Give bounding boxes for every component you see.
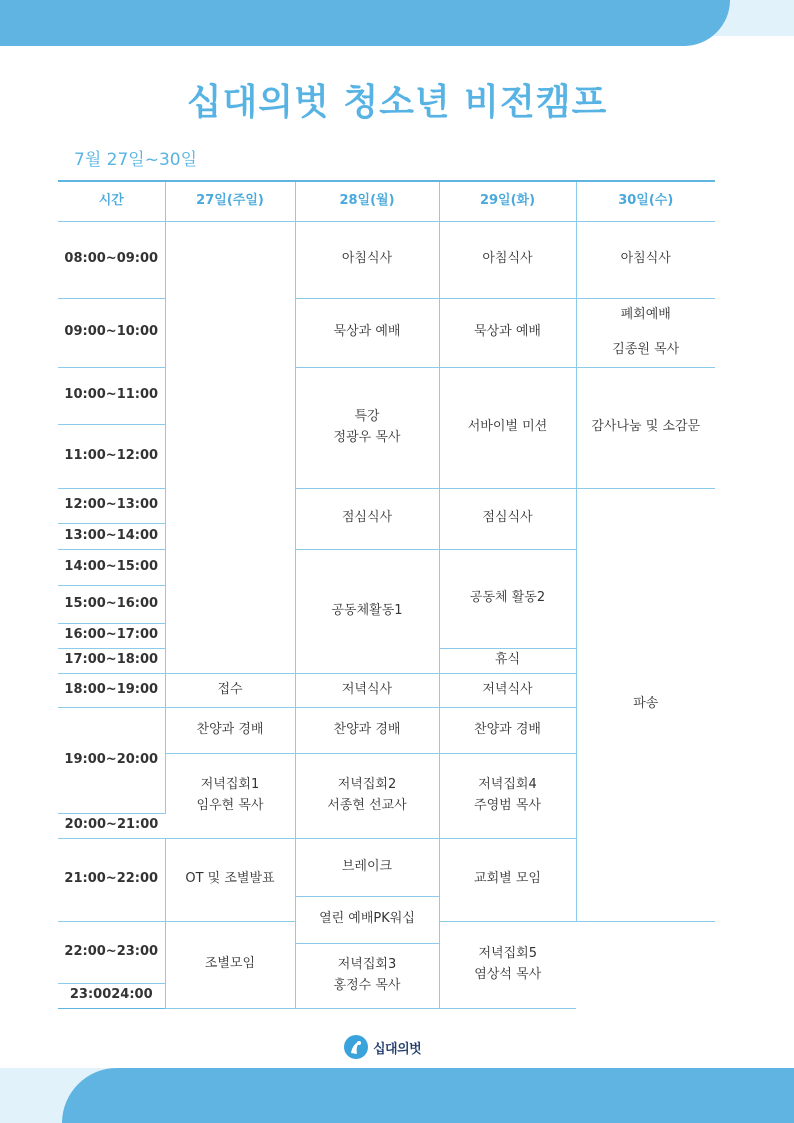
- day28-praise: 찬양과 경배: [295, 707, 439, 753]
- day27-reception: 접수: [165, 673, 295, 707]
- day29-dinner: 저녁식사: [439, 673, 576, 707]
- day27-empty-block: [165, 221, 295, 673]
- day28-evening-meeting-speaker: 서종현 선교사: [327, 797, 407, 813]
- day29-rest: 휴식: [439, 648, 576, 673]
- day28-evening-meeting-3-speaker: 홍정수 목사: [333, 977, 401, 993]
- time-slot: 20:00~21:00: [58, 813, 165, 838]
- header-day-28: 28일(월): [295, 181, 439, 221]
- logo: [343, 1032, 453, 1062]
- time-slot: 12:00~13:00: [58, 488, 165, 523]
- table-row: [58, 488, 715, 523]
- schedule-table: [58, 180, 715, 1009]
- day28-evening-meeting-3-title: 저녁집회3: [337, 956, 397, 972]
- day28-lecture-title: 특강: [354, 408, 380, 424]
- day29-devotion: 묵상과 예배: [439, 298, 576, 367]
- time-slot: 21:00~22:00: [58, 838, 165, 921]
- table-row: [58, 367, 715, 424]
- time-slot: 22:00~23:00: [58, 921, 165, 983]
- day28-evening-meeting-3: [295, 943, 439, 1008]
- time-slot: 10:00~11:00: [58, 367, 165, 424]
- logo-text: 십대의벗: [373, 1041, 422, 1057]
- header-day-29: 29일(화): [439, 181, 576, 221]
- day29-evening-meeting-5-speaker: 염상석 목사: [474, 966, 542, 982]
- logo-mark-icon: [343, 1034, 369, 1060]
- day28-open-worship: 열린 예배PK워십: [295, 896, 439, 943]
- day28-evening-meeting: [295, 753, 439, 838]
- time-slot: 18:00~19:00: [58, 673, 165, 707]
- day29-evening-meeting-title: 저녁집회4: [478, 776, 537, 792]
- day29-breakfast: 아침식사: [439, 221, 576, 298]
- header-row: [58, 181, 715, 221]
- time-slot: 13:00~14:00: [58, 523, 165, 549]
- day27-evening-meeting: [165, 753, 295, 838]
- time-slot: 08:00~09:00: [58, 221, 165, 298]
- day30-dismissal: 파송: [576, 488, 715, 921]
- day28-evening-meeting-title: 저녁집회2: [337, 776, 397, 792]
- day27-praise: 찬양과 경배: [165, 707, 295, 753]
- time-slot: 11:00~12:00: [58, 424, 165, 488]
- day29-community: 공동체 활동2: [439, 549, 576, 648]
- table-row: [58, 221, 715, 298]
- day28-breakfast: 아침식사: [295, 221, 439, 298]
- day29-lunch: 점심식사: [439, 488, 576, 549]
- day30-sharing: 감사나눔 및 소감문: [576, 367, 715, 488]
- day28-break: 브레이크: [295, 838, 439, 896]
- day27-evening-meeting-speaker: 임우현 목사: [196, 797, 264, 813]
- bottom-decoration-bar: [62, 1068, 794, 1123]
- day27-evening-meeting-title: 저녁집회1: [200, 776, 260, 792]
- day30-closing-worship: [576, 298, 715, 367]
- time-slot: 19:00~20:00: [58, 707, 165, 813]
- day28-devotion: 묵상과 예배: [295, 298, 439, 367]
- day29-survival: 서바이벌 미션: [439, 367, 576, 488]
- day27-ot: OT 및 조별발표: [165, 838, 295, 921]
- day29-evening-meeting-5: [439, 921, 576, 1008]
- time-slot: 23:0024:00: [58, 983, 165, 1008]
- day29-evening-meeting: [439, 753, 576, 838]
- page-title: 십대의벗 청소년 비전캠프: [186, 82, 608, 123]
- header-day-30: 30일(수): [576, 181, 715, 221]
- time-slot: 15:00~16:00: [58, 585, 165, 623]
- day28-community: 공동체활동1: [295, 549, 439, 673]
- day28-dinner: 저녁식사: [295, 673, 439, 707]
- day29-evening-meeting-5-title: 저녁집회5: [478, 945, 537, 961]
- camp-dates: 7월 27일~30일: [74, 150, 197, 170]
- day30-closing-speaker: 김종원 목사: [612, 341, 680, 357]
- day28-lecture: [295, 367, 439, 488]
- day29-church-group: 교회별 모임: [439, 838, 576, 921]
- day27-group-meeting: 조별모임: [165, 921, 295, 1008]
- header-time: 시간: [58, 181, 165, 221]
- time-slot: 09:00~10:00: [58, 298, 165, 367]
- header-day-27: 27일(주일): [165, 181, 295, 221]
- table-row: [58, 298, 715, 367]
- day29-evening-meeting-speaker: 주영범 목사: [474, 797, 541, 813]
- top-decoration-bar: [0, 0, 730, 46]
- day30-closing-title: 폐회예배: [620, 306, 671, 322]
- day28-lunch: 점심식사: [295, 488, 439, 549]
- day28-lecture-speaker: 정광우 목사: [333, 429, 401, 445]
- time-slot: 16:00~17:00: [58, 623, 165, 648]
- day30-breakfast: 아침식사: [576, 221, 715, 298]
- time-slot: 17:00~18:00: [58, 648, 165, 673]
- day29-praise: 찬양과 경배: [439, 707, 576, 753]
- time-slot: 14:00~15:00: [58, 549, 165, 585]
